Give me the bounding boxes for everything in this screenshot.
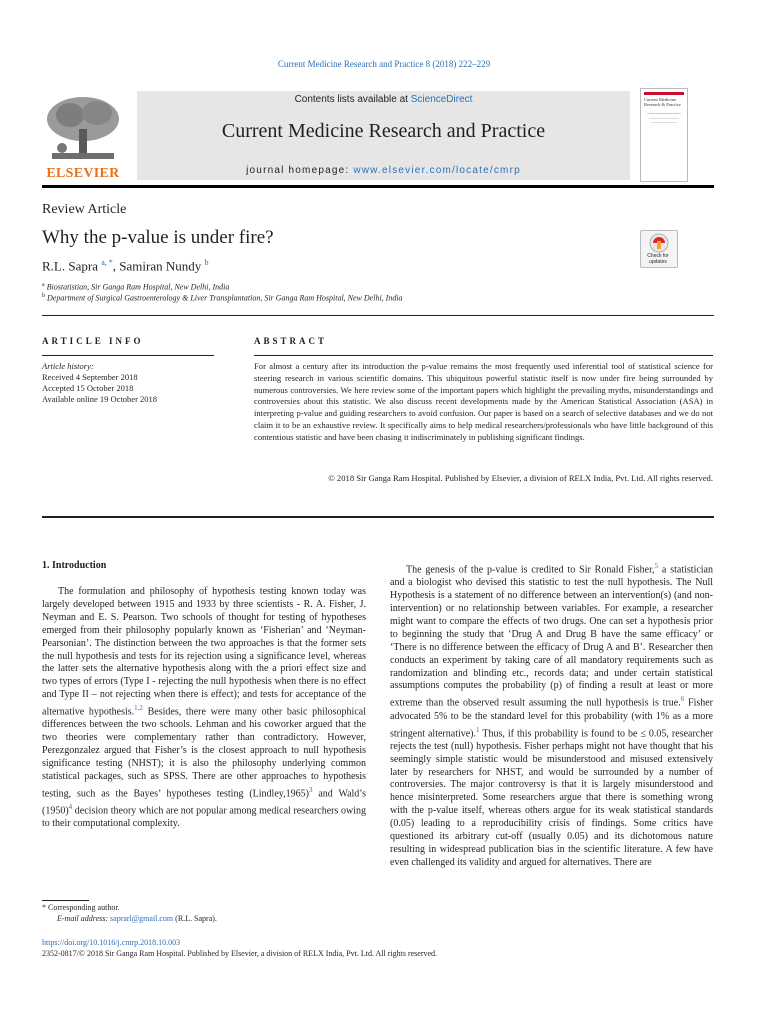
article-title: Why the p-value is under fire? bbox=[42, 227, 274, 248]
article-type: Review Article bbox=[42, 202, 127, 217]
author-name[interactable]: R.L. Sapra bbox=[42, 258, 98, 274]
paragraph bbox=[390, 560, 713, 870]
paragraph-text: and Wald’s (1950) bbox=[42, 788, 366, 817]
cover-title: Current Medicine Research & Practice bbox=[644, 97, 681, 107]
article-info-heading: ARTICLE INFO bbox=[42, 336, 144, 346]
abstract-copyright: © 2018 Sir Ganga Ram Hospital. Published by Elsevier, a division of RELX India, Pvt. Ltd. All rights reserved. bbox=[328, 473, 713, 483]
contents-prefix: Contents lists available at bbox=[294, 94, 411, 105]
body-column-right bbox=[390, 560, 713, 870]
paragraph bbox=[42, 586, 366, 831]
author-separator: , bbox=[112, 258, 120, 274]
issn-copyright: 2352-0817/© 2018 Sir Ganga Ram Hospital. Published by Elsevier, a division of RELX India, Pvt. Ltd. All rights reserved. bbox=[42, 949, 438, 958]
paragraph-text: Thus, if this probability is found to be ≤ 0.05, researcher rejects the test (null) hypothesis. Fisher perhaps might not have thought that his seemingly simple statistic would be misunderstood and misused extensively later by researchers for NHST, and would be surrounded by a number of controversies. The major controversy is that it is largely misunderstood and hence misinterpreted. Some researchers argue that there is something wrong with the p-value itself, whereas others argue for its weak statistical standards (0.05) leading to a reproducibility crisis of findings. Some critics have questioned its arbitrary cut-off (usually 0.05) and its dichotomous nature resulting in widespread publication bias in the scientific literature. A few have even challenged its validity and argued for alternatives. There are bbox=[390, 727, 713, 868]
footnote-text: Corresponding author. bbox=[48, 903, 120, 912]
paragraph-text: Besides, there were many other basic philosophical differences between the two schools. Lehman and his coworker argued that the two theories were complementary rather than contradictory. However, Perezgonzalez argued that Fisher’s is the closest approach to null hypothesis significance testing (NHST); it is also the philosophy underlying common statistical packages, such as SPSS. There are other approaches to hypothesis testing, such as the Bayes’ hypotheses testing (Lindley,1965) bbox=[42, 706, 366, 800]
sciencedirect-link[interactable]: ScienceDirect bbox=[410, 94, 473, 105]
affiliation-text: Department of Surgical Gastroenterology & Liver Transplantation, Sir Ganga Ram Hospital, New Delhi, India bbox=[47, 293, 403, 303]
paragraph-text: decision theory which are not popular among medical researchers owing to their computational complexity. bbox=[42, 805, 366, 830]
contents-line bbox=[137, 94, 630, 105]
author-name[interactable]: Samiran Nundy bbox=[119, 258, 202, 274]
paragraph-text: The genesis of the p-value is credited to Sir Ronald Fisher, bbox=[406, 564, 655, 576]
cover-divider bbox=[647, 113, 681, 114]
article-history bbox=[42, 361, 157, 405]
affiliation-mark: b bbox=[42, 293, 45, 299]
reference-link[interactable]: 3 bbox=[308, 785, 313, 794]
history-label: Article history: bbox=[42, 361, 94, 371]
email-label: E-mail address: bbox=[57, 914, 111, 923]
affiliation bbox=[42, 293, 403, 303]
accepted-date: Accepted 15 October 2018 bbox=[42, 383, 134, 393]
author-affiliation-mark[interactable]: b bbox=[204, 258, 209, 267]
reference-link[interactable]: 1,2 bbox=[134, 704, 143, 713]
email-footnote bbox=[57, 914, 217, 923]
author-affiliation-mark[interactable]: a, * bbox=[101, 258, 113, 267]
received-date: Received 4 September 2018 bbox=[42, 372, 138, 382]
email-link[interactable]: saprarl@gmail.com bbox=[110, 914, 174, 923]
body-column-left bbox=[42, 586, 366, 831]
cover-divider bbox=[649, 118, 679, 119]
journal-cover-thumbnail[interactable] bbox=[640, 88, 688, 182]
header-rule bbox=[42, 185, 714, 188]
cover-divider bbox=[651, 122, 677, 123]
footnote-rule bbox=[42, 900, 89, 901]
journal-title: Current Medicine Research and Practice bbox=[221, 120, 546, 142]
abstract-text: For almost a century after its introduction the p-value remains the most frequently used inferential tool of statistical science for steering research in various scientific domains. This ubiquitous powerful statistic itself is now under fire being surrounded by numerous controversies. We here review some of the important papers which highlight the prevailing myths, misunderstandings and controversies about this statistic. We also discuss recent developments made by the American Statistical Association (ASA) in interpreting p-value and guiding researchers to avoid confusion. Our paper is based on a search of selective databases and we do not claim it to be an exhaustive review. It specifically aims to help medical researchers/professionals who have little background of this contentious statistic and have been chasing it indiscriminately in publishing significant findings. bbox=[254, 361, 713, 442]
abstract-bottom-rule bbox=[42, 516, 714, 518]
email-suffix: (R.L. Sapra). bbox=[173, 914, 217, 923]
info-top-rule bbox=[42, 315, 714, 316]
journal-homepage bbox=[137, 165, 630, 176]
check-for-updates-label: Check for updates bbox=[647, 253, 669, 265]
info-rule bbox=[42, 355, 214, 356]
section-heading: 1. Introduction bbox=[42, 560, 107, 571]
reference-link[interactable]: 5 bbox=[654, 562, 659, 570]
affiliation bbox=[42, 282, 229, 292]
homepage-link[interactable]: www.elsevier.com/locate/cmrp bbox=[353, 165, 521, 176]
abstract-rule bbox=[254, 355, 713, 356]
reference-link[interactable]: 1 bbox=[476, 725, 480, 734]
affiliation-text: Biostatistian, Sir Ganga Ram Hospital, New Delhi, India bbox=[46, 282, 230, 292]
corresponding-footnote bbox=[42, 903, 120, 912]
journal-citation[interactable]: Current Medicine Research and Practice 8 (2018) 222–229 bbox=[277, 59, 491, 69]
paragraph-text: a statistician and a biologist who devised this statistic to test the null hypothesis. The Null Hypothesis is a statement of no difference between an intervention(s) (and non-intervention) or no relationship between variables. For example, a researcher might want to compare the effects of two drugs. One can set a hypothesis prior to beginning the study that ‘Drug A and Drug B have the same efficacy’ or ‘There is no difference between the efficacy of Drug A and B’. Researcher then conducts an experiment by taking care of all mandatory requirements such as randomization and blinding etc., records data; and under certain statistical assumptions computes the probability (p) of finding a result at least or more extreme than the observed result assuming the null hypothesis is true. bbox=[390, 564, 713, 709]
doi-link[interactable]: https://doi.org/10.1016/j.cmrp.2018.10.003 bbox=[42, 938, 181, 947]
affiliation-mark: a bbox=[42, 282, 45, 288]
online-date: Available online 19 October 2018 bbox=[42, 394, 158, 404]
paragraph-text: The formulation and philosophy of hypothesis testing known today was largely developed between 1915 and 1933 by three scientists - R. A. Fisher, J. Neyman and E. S. Pearson. Two schools of thought for testing of hypotheses emerged from their philosophy popularly known as ‘Fisherian’ and ‘Neyman-Pearsonian’. The distinction between the two approaches is that the former sets the null hypothesis and tests for its rejection using a significance level, whereas the latter sets the alternative hypothesis along with the a priori effect size and two types of errors (Type I - rejecting the null hypothesis when there is no effect and Type II – not rejecting when there is effect); and tests for acceptance of the alternative hypothesis. bbox=[42, 586, 366, 718]
paragraph-text: Fisher advocated 5% to be the standard level for this probability (with 1% as a more stringent alternative). bbox=[390, 697, 714, 739]
homepage-prefix: journal homepage: bbox=[246, 165, 354, 176]
author-list bbox=[42, 258, 209, 274]
elsevier-wordmark[interactable]: ELSEVIER bbox=[46, 166, 120, 181]
reference-link[interactable]: 6 bbox=[680, 695, 685, 704]
footnote-mark: * bbox=[42, 903, 46, 912]
abstract-heading: ABSTRACT bbox=[254, 336, 328, 346]
reference-link[interactable]: 4 bbox=[68, 803, 73, 812]
